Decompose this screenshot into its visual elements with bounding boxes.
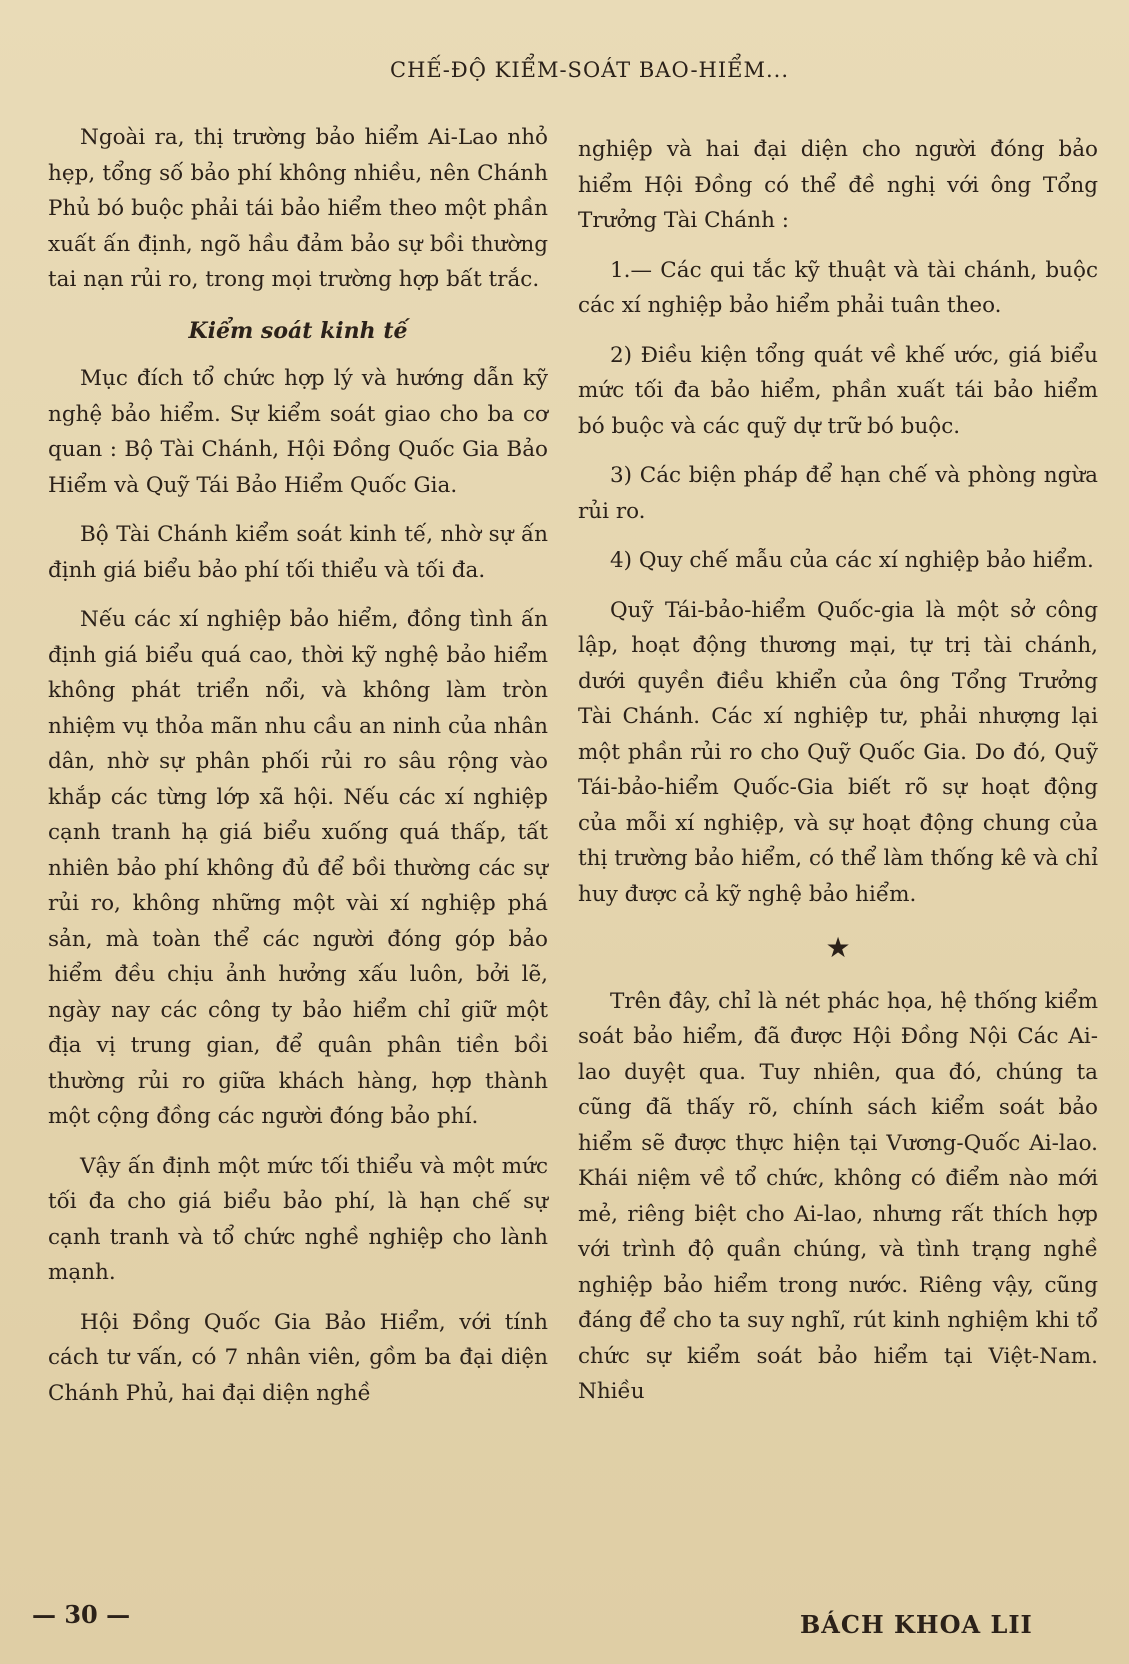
right-column: [578, 132, 1098, 1424]
paragraph: Trên đây, chỉ là nét phác họa, hệ thống kiểm soát bảo hiểm, đã được Hội Đồng Nội Các Ai-lao duyệt qua. Tuy nhiên, qua đó, chúng ta cũng đã thấy rõ, chính sách kiểm soát bảo hiểm sẽ được thực hiện tại Vương-Quốc Ai-lao. Khái niệm về tổ chức, không có điểm nào mới mẻ, riêng biệt cho Ai-lao, nhưng rất thích hợp với trình độ quần chúng, và tình trạng nghề nghiệp bảo hiểm trong nước. Riêng vậy, cũng đáng để cho ta suy nghĩ, rút kinh nghiệm khi tổ chức sự kiểm soát bảo hiểm tại Việt-Nam. Nhiều: [578, 988, 1098, 1404]
page-number: — 30 —: [32, 1600, 131, 1629]
list-item: 4) Quy chế mẫu của các xí nghiệp bảo hiểm.: [610, 548, 1094, 573]
paragraph: nghiệp và hai đại diện cho người đóng bảo hiểm Hội Đồng có thể đề nghị với ông Tổng Trưởng Tài Chánh :: [578, 137, 1098, 233]
list-item: 1.— Các qui tắc kỹ thuật và tài chánh, buộc các xí nghiệp bảo hiểm phải tuân theo.: [578, 257, 1098, 318]
paragraph: Vậy ấn định một mức tối thiểu và một mức tối đa cho giá biểu bảo phí, là hạn chế sự cạnh tranh và tổ chức nghề nghiệp cho lành mạnh.: [48, 1153, 548, 1285]
paragraph: Bộ Tài Chánh kiểm soát kinh tế, nhờ sự ấn định giá biểu bảo phí tối thiểu và tối đa.: [48, 522, 548, 583]
paragraph: Nếu các xí nghiệp bảo hiểm, đồng tình ấn định giá biểu quá cao, thời kỹ nghệ bảo hiểm không phát triển nổi, và không làm tròn nhiệm vụ thỏa mãn nhu cầu an ninh của nhân dân, nhờ sự phân phối rủi ro sâu rộng vào khắp các từng lớp xã hội. Nếu các xí nghiệp cạnh tranh hạ giá biểu xuống quá thấp, tất nhiên bảo phí không đủ để bồi thường các sự rủi ro, không những một vài xí nghiệp phá sản, mà toàn thể các người đóng góp bảo hiểm đều chịu ảnh hưởng xấu luôn, bởi lẽ, ngày nay các công ty bảo hiểm chỉ giữ một địa vị trung gian, để quân phân tiền bồi thường rủi ro giữa khách hàng, hợp thành một cộng đồng các người đóng bảo phí.: [48, 607, 548, 1129]
paragraph: Ngoài ra, thị trường bảo hiểm Ai-Lao nhỏ hẹp, tổng số bảo phí không nhiều, nên Chánh Phủ bó buộc phải tái bảo hiểm theo một phần xuất ấn định, ngõ hầu đảm bảo sự bồi thường tai nạn rủi ro, trong mọi trường hợp bất trắc.: [48, 125, 548, 292]
list-item: 2) Điều kiện tổng quát về khế ước, giá biểu mức tối đa bảo hiểm, phần xuất tái bảo hiểm bó buộc và các quỹ dự trữ bó buộc.: [578, 342, 1098, 439]
paragraph: Quỹ Tái-bảo-hiểm Quốc-gia là một sở công lập, hoạt động thương mại, tự trị tài chánh, dưới quyền điều khiển của ông Tổng Trưởng Tài Chánh. Các xí nghiệp tư, phải nhượng lại một phần rủi ro cho Quỹ Quốc Gia. Do đó, Quỹ Tái-bảo-hiểm Quốc-Gia biết rõ sự hoạt động của mỗi xí nghiệp, và sự hoạt động chung của thị trường bảo hiểm, có thể làm thống kê và chỉ huy được cả kỹ nghệ bảo hiểm.: [578, 597, 1098, 907]
running-head: CHẾ-ĐỘ KIỂM-SOÁT BAO-HIỂM...: [390, 58, 790, 82]
list-item: 3) Các biện pháp để hạn chế và phòng ngừa rủi ro.: [578, 463, 1098, 524]
paragraph: Hội Đồng Quốc Gia Bảo Hiểm, với tính cách tư vấn, có 7 nhân viên, gồm ba đại diện Chánh Phủ, hai đại diện nghề: [48, 1309, 548, 1406]
paragraph: Mục đích tổ chức hợp lý và hướng dẫn kỹ nghệ bảo hiểm. Sự kiểm soát giao cho ba cơ quan : Bộ Tài Chánh, Hội Đồng Quốc Gia Bảo Hiểm và Quỹ Tái Bảo Hiểm Quốc Gia.: [48, 366, 548, 498]
magazine-name: BÁCH KHOA LII: [800, 1610, 1033, 1639]
star-divider: ★: [825, 931, 851, 964]
left-column: [48, 120, 548, 1425]
section-heading: Kiểm soát kinh tế: [188, 317, 408, 344]
